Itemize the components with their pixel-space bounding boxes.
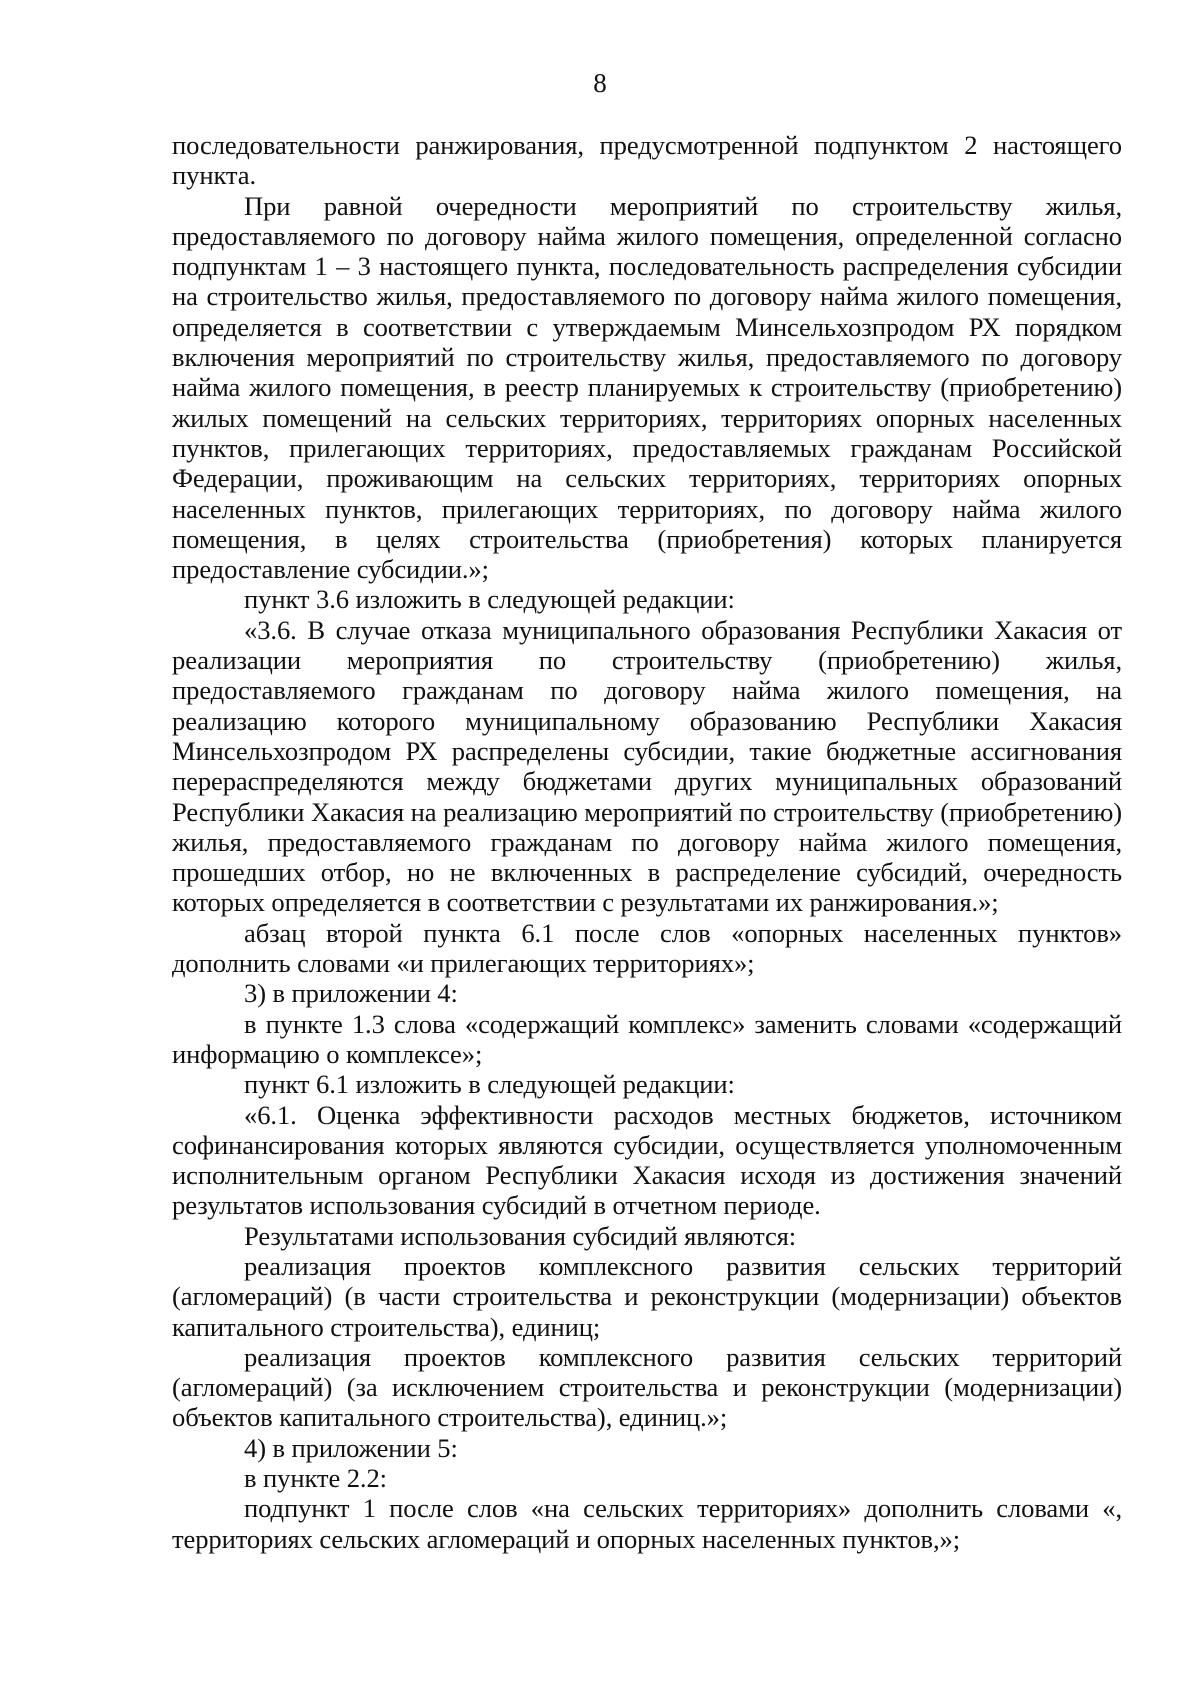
document-body (172, 130, 1122, 1554)
paragraph-result-1: реализация проектов комплексного развития сельских территорий (агломераций) (в части строительства и реконструкции (модернизации) объектов капитального строительства), единиц; (172, 1250, 1122, 1342)
paragraph-equal-priority: При равной очередности мероприятий по строительству жилья, предоставляемого по договору найма жилого помещения, определенной согласно подпунктам 1 – 3 настоящего пункта, последовательность распределения субсидии на строительство жилья, предоставляемого по договору найма жилого помещения, определяется в соответствии с утверждаемым Минсельхозпродом РХ порядком включения мероприятий по строительству жилья, предоставляемого по договору найма жилого помещения, в реестр планируемых к строительству (приобретению) жилых помещений на сельских территориях, территориях опорных населенных пунктов, прилегающих территориях, предоставляемых гражданам Российской Федерации, проживающим на сельских территориях, территориях опорных населенных пунктов, прилегающих территориях, по договору найма жилого помещения, в целях строительства (приобретения) которых планируется предоставление субсидии.»; (172, 190, 1122, 585)
paragraph-appendix-5: 4) в приложении 5: (244, 1432, 458, 1463)
paragraph-continuation: последовательности ранжирования, предусмотренной подпунктом 2 настоящего пункта. (172, 130, 1122, 191)
paragraph-subitem-1: подпункт 1 после слов «на сельских территориях» дополнить словами «, территориях сельских агломераций и опорных населенных пунктов,»; (172, 1493, 1122, 1554)
paragraph-item-6-1-amendment: абзац второй пункта 6.1 после слов «опорных населенных пунктов» дополнить словами «и прилегающих территориях»; (172, 917, 1122, 979)
paragraph-item-2-2: в пункте 2.2: (244, 1463, 387, 1494)
paragraph-item-1-3: в пункте 1.3 слова «содержащий комплекс» заменить словами «содержащий информацию о комплексе»; (172, 1008, 1122, 1069)
page-number: 8 (593, 68, 607, 98)
paragraph-item-6-1-intro: пункт 6.1 изложить в следующей редакции: (244, 1069, 735, 1100)
paragraph-item-3-6-text: «3.6. В случае отказа муниципального образования Республики Хакасия от реализации мероприятия по строительству (приобретению) жилья, предоставляемого гражданам по договору найма жилого помещения, на реализацию которого муниципальному образованию Республики Хакасия Минсельхозпродом РХ распределены субсидии, такие бюджетные ассигнования перераспределяются между бюджетами других муниципальных образований Республики Хакасия на реализацию мероприятий по строительству (приобретению) жилья, предоставляемого гражданам по договору найма жилого помещения, прошедших отбор, но не включенных в распределение субсидий, очередность которых определяется в соответствии с результатами их ранжирования.»; (172, 614, 1122, 918)
paragraph-results-intro: Результатами использования субсидий являются: (244, 1220, 797, 1251)
paragraph-appendix-4: 3) в приложении 4: (244, 978, 458, 1009)
paragraph-item-3-6-intro: пункт 3.6 изложить в следующей редакции: (244, 584, 735, 615)
paragraph-item-6-1-text: «6.1. Оценка эффективности расходов местных бюджетов, источником софинансирования которых являются субсидии, осуществляется уполномоченным исполнительным органом Республики Хакасия исходя из достижения значений результатов использования субсидий в отчетном периоде. (172, 1099, 1122, 1221)
paragraph-result-2: реализация проектов комплексного развития сельских территорий (агломераций) (за исключением строительства и реконструкции (модернизации) объектов капитального строительства), единиц.»; (172, 1341, 1122, 1433)
